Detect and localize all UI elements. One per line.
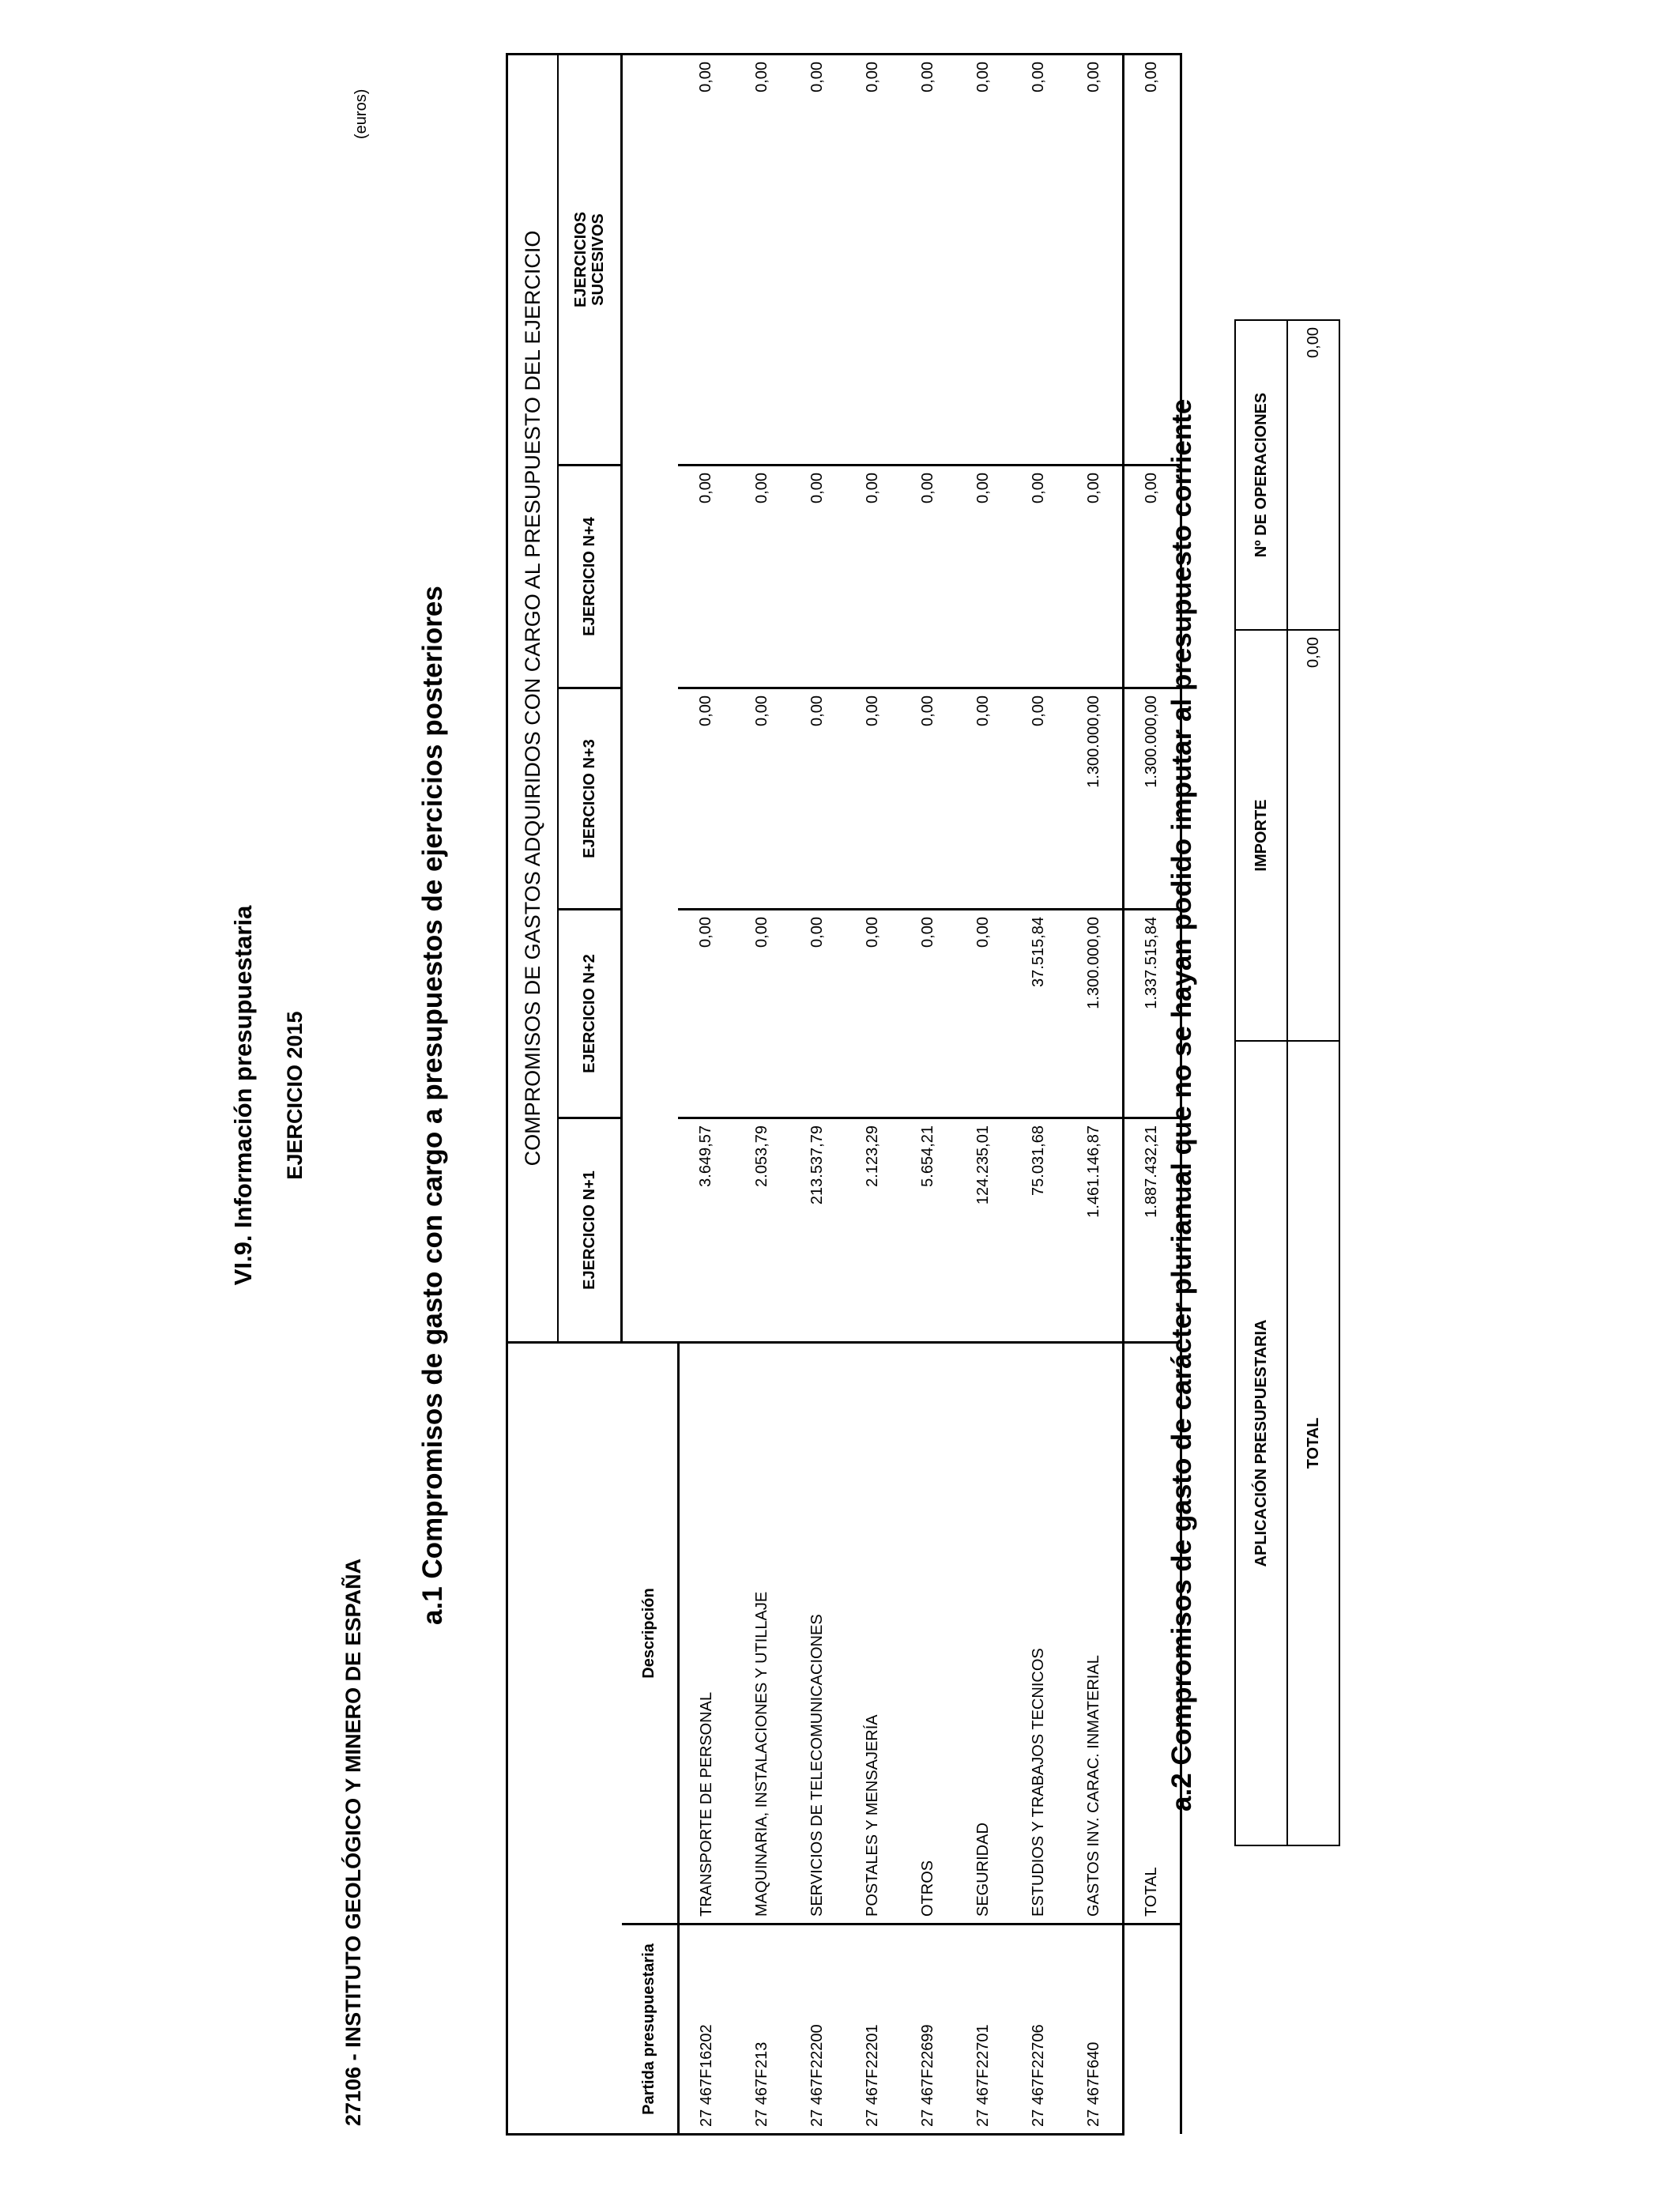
col-partida: Partida presupuestaria: [622, 1924, 679, 2135]
organization-name: 27106 - INSTITUTO GEOLÓGICO Y MINERO DE ESPAÑA: [341, 1558, 365, 2126]
partida-cell: [956, 1924, 1011, 2135]
table-row: [846, 54, 901, 2134]
partida-organica: 27 467F: [753, 2068, 770, 2127]
n1-cell: 1.461.146,87: [1067, 1118, 1124, 1343]
n3-cell: 0,00: [678, 688, 735, 910]
page-title: VI.9. Información presupuestaria: [229, 905, 257, 1286]
fiscal-year: EJERCICIO 2015: [283, 1011, 307, 1180]
partida-concepto: 640: [1085, 2041, 1102, 2068]
n1-cell: 2.123,29: [846, 1118, 901, 1343]
group-header: COMPROMISOS DE GASTOS ADQUIRIDOS CON CARGO AL PRESUPUESTO DEL EJERCICIO: [507, 54, 559, 1342]
n2-cell: 0,00: [790, 910, 846, 1118]
descripcion-cell: GASTOS INV. CARAC. INMATERIAL: [1067, 1343, 1124, 1924]
partida-organica: 27 467F: [974, 2068, 992, 2127]
total-n2: 1.337.515,84: [1123, 910, 1181, 1118]
n1-cell: 75.031,68: [1011, 1118, 1067, 1343]
n2-cell: 0,00: [901, 910, 956, 1118]
partida-concepto: 213: [753, 2041, 770, 2068]
n1-cell: 213.537,79: [790, 1118, 846, 1343]
partida-concepto: 22701: [974, 2024, 992, 2068]
n3-cell: 1.300.000,00: [1067, 688, 1124, 910]
sucesivos-cell: 0,00: [846, 54, 901, 465]
table-row: [735, 54, 790, 2134]
n4-cell: 0,00: [1067, 466, 1124, 688]
n1-cell: 124.235,01: [956, 1118, 1011, 1343]
sucesivos-cell: 0,00: [678, 54, 735, 465]
sucesivos-cell: 0,00: [901, 54, 956, 465]
total-sucesivos: 0,00: [1123, 54, 1181, 465]
partida-cell: [735, 1924, 790, 2135]
sucesivos-cell: 0,00: [735, 54, 790, 465]
sucesivos-cell: 0,00: [790, 54, 846, 465]
n3-cell: 0,00: [956, 688, 1011, 910]
n2-cell: 1.300.000,00: [1067, 910, 1124, 1118]
n3-cell: 0,00: [1011, 688, 1067, 910]
col-n1: EJERCICIO N+1: [558, 1118, 622, 1343]
col-aplicacion: APLICACIÓN PRESUPUESTARIA: [1235, 1041, 1287, 1845]
table-row: [1011, 54, 1067, 2134]
partida-concepto: 22699: [919, 2024, 936, 2068]
a2-total-label: TOTAL: [1287, 1041, 1339, 1845]
col-sucesivos-label: EJERCICIOS SUCESIVOS: [572, 211, 607, 308]
descripcion-cell: SEGURIDAD: [956, 1343, 1011, 1924]
col-importe: IMPORTE: [1235, 630, 1287, 1041]
col-n3: EJERCICIO N+3: [558, 688, 622, 910]
table-row: [901, 54, 956, 2134]
n2-cell: 37.515,84: [1011, 910, 1067, 1118]
partida-concepto: 22201: [864, 2024, 881, 2068]
n2-cell: 0,00: [735, 910, 790, 1118]
a2-total-operaciones: 0,00: [1287, 320, 1339, 630]
total-n3: 1.300.000,00: [1123, 688, 1181, 910]
sucesivos-cell: 0,00: [956, 54, 1011, 465]
n4-cell: 0,00: [735, 466, 790, 688]
col-n4: EJERCICIO N+4: [558, 466, 622, 688]
partida-organica: 27 467F: [1085, 2068, 1102, 2127]
table-row: [678, 54, 735, 2134]
n3-cell: 0,00: [735, 688, 790, 910]
section-a2-title: a.2 Compromisos de gasto de carácter plurianual que no se hayan podido imputar al presupuesto corriente: [1166, 398, 1197, 1811]
section-a1-title: a.1 Compromisos de gasto con cargo a presupuestos de ejercicios posteriores: [417, 586, 448, 1625]
total-label: TOTAL: [1123, 1343, 1181, 1924]
partida-organica: 27 467F: [1030, 2068, 1047, 2127]
partida-cell: [901, 1924, 956, 2135]
descripcion-cell: OTROS: [901, 1343, 956, 1924]
descripcion-cell: MAQUINARIA, INSTALACIONES Y UTILLAJE: [735, 1343, 790, 1924]
n4-cell: 0,00: [1011, 466, 1067, 688]
commitments-table: [506, 53, 1182, 2136]
n4-cell: 0,00: [678, 466, 735, 688]
partida-cell: [678, 1924, 735, 2135]
n2-cell: 0,00: [956, 910, 1011, 1118]
descripcion-cell: SERVICIOS DE TELECOMUNICACIONES: [790, 1343, 846, 1924]
n2-cell: 0,00: [846, 910, 901, 1118]
partida-cell: [1011, 1924, 1067, 2135]
sucesivos-cell: 0,00: [1067, 54, 1124, 465]
col-descripcion: Descripción: [622, 1343, 679, 1924]
n2-cell: 0,00: [678, 910, 735, 1118]
n1-cell: 5.654,21: [901, 1118, 956, 1343]
partida-cell: [790, 1924, 846, 2135]
table-row: [790, 54, 846, 2134]
table-row: [956, 54, 1011, 2134]
n4-cell: 0,00: [901, 466, 956, 688]
n4-cell: 0,00: [790, 466, 846, 688]
col-sucesivos: [558, 54, 622, 465]
partida-organica: 27 467F: [919, 2068, 936, 2127]
total-n4: 0,00: [1123, 466, 1181, 688]
n1-cell: 3.649,57: [678, 1118, 735, 1343]
partida-concepto: 22200: [808, 2024, 826, 2068]
currency-unit: (euros): [352, 89, 370, 139]
total-n1: 1.887.432,21: [1123, 1118, 1181, 1343]
partida-cell: [1067, 1924, 1124, 2135]
n1-cell: 2.053,79: [735, 1118, 790, 1343]
partida-concepto: 22706: [1030, 2024, 1047, 2068]
n3-cell: 0,00: [901, 688, 956, 910]
a2-total-importe: 0,00: [1287, 630, 1339, 1041]
n3-cell: 0,00: [790, 688, 846, 910]
col-operaciones: Nº DE OPERACIONES: [1235, 320, 1287, 630]
partida-organica: 27 467F: [698, 2068, 715, 2127]
col-n2: EJERCICIO N+2: [558, 910, 622, 1118]
sucesivos-cell: 0,00: [1011, 54, 1067, 465]
partida-organica: 27 467F: [808, 2068, 826, 2127]
partida-cell: [846, 1924, 901, 2135]
descripcion-cell: TRANSPORTE DE PERSONAL: [678, 1343, 735, 1924]
descripcion-cell: ESTUDIOS Y TRABAJOS TECNICOS: [1011, 1343, 1067, 1924]
n4-cell: 0,00: [846, 466, 901, 688]
partida-concepto: 16202: [698, 2024, 715, 2068]
table-row: [1067, 54, 1124, 2134]
plurianual-table: [1234, 319, 1340, 1846]
descripcion-cell: POSTALES Y MENSAJERÍA: [846, 1343, 901, 1924]
n3-cell: 0,00: [846, 688, 901, 910]
n4-cell: 0,00: [956, 466, 1011, 688]
partida-organica: 27 467F: [864, 2068, 881, 2127]
